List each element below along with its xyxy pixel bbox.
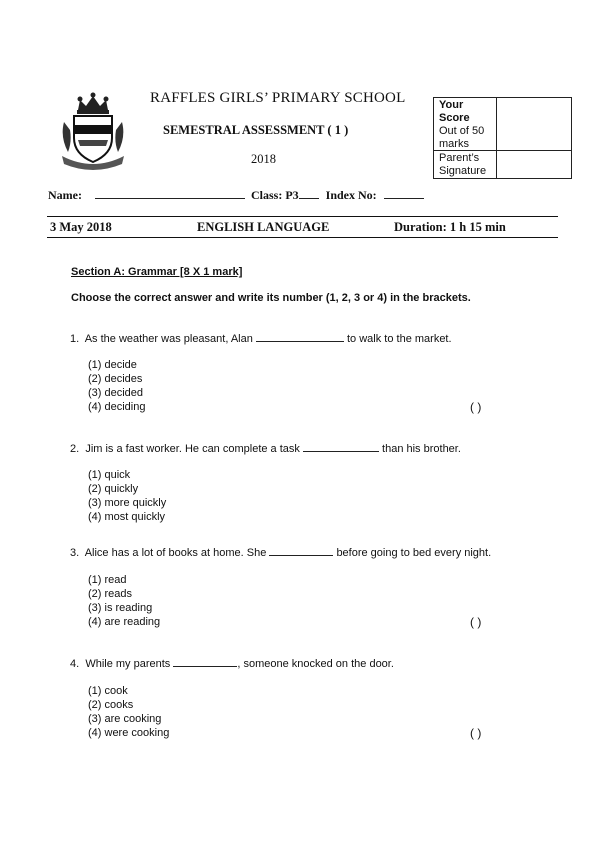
option: (1) quick — [88, 469, 131, 481]
option: (1) cook — [88, 685, 128, 697]
answer-bracket[interactable]: ( ) — [470, 615, 482, 629]
question-text-end: than his brother. — [382, 443, 461, 455]
question-number: 2. — [70, 443, 80, 455]
question-text: Jim is a fast worker. He can complete a task — [85, 443, 300, 455]
option: (4) deciding — [88, 401, 146, 413]
answer-blank — [303, 442, 379, 452]
answer-bracket[interactable]: ( ) — [470, 726, 482, 740]
score-label — [439, 99, 495, 151]
exam-duration: Duration: 1 h 15 min — [394, 220, 506, 234]
answer-blank — [173, 657, 237, 667]
question-2 — [70, 442, 461, 455]
option: (2) reads — [88, 588, 133, 600]
class-field[interactable] — [299, 188, 319, 199]
option: (1) decide — [88, 359, 137, 371]
question-text-end: , someone knocked on the door. — [237, 658, 394, 670]
top-rule — [47, 216, 558, 217]
option: (2) quickly — [88, 483, 139, 495]
section-instruction: Choose the correct answer and write its number (1, 2, 3 or 4) in the brackets. — [71, 292, 471, 304]
school-name: RAFFLES GIRLS’ PRIMARY SCHOOL — [150, 90, 406, 106]
option: (4) were cooking — [88, 727, 170, 739]
answer-blank — [256, 332, 344, 342]
question-number: 1. — [70, 333, 80, 345]
assessment-title: SEMESTRAL ASSESSMENT ( 1 ) — [163, 123, 349, 137]
option: (3) more quickly — [88, 497, 167, 509]
name-label: Name: — [48, 188, 82, 202]
assessment-year: 2018 — [251, 152, 276, 166]
class-label: Class: P3 — [250, 188, 299, 202]
section-title: Section A: Grammar [8 X 1 mark] — [71, 266, 243, 278]
answer-blank — [269, 546, 333, 556]
your-score-label: Your Score — [439, 99, 470, 124]
option: (4) are reading — [88, 616, 161, 628]
question-number: 4. — [70, 658, 80, 670]
index-label: Index No: — [325, 188, 377, 202]
option: (3) is reading — [88, 602, 153, 614]
question-text: As the weather was pleasant, Alan — [84, 333, 253, 345]
score-box — [433, 97, 572, 179]
option: (4) most quickly — [88, 511, 166, 523]
student-info-line — [48, 188, 424, 203]
option: (2) decides — [88, 373, 143, 385]
name-field[interactable] — [95, 188, 245, 199]
exam-info-row — [50, 220, 556, 236]
school-crest-icon — [58, 92, 128, 170]
question-4 — [70, 657, 394, 670]
option: (2) cooks — [88, 699, 134, 711]
question-text-end: before going to bed every night. — [336, 547, 492, 559]
question-text: While my parents — [85, 658, 171, 670]
exam-date: 3 May 2018 — [50, 220, 112, 234]
question-text: Alice has a lot of books at home. She — [84, 547, 267, 559]
exam-subject: ENGLISH LANGUAGE — [197, 220, 330, 234]
option: (3) are cooking — [88, 713, 162, 725]
index-field[interactable] — [384, 188, 424, 199]
bottom-rule — [47, 237, 558, 238]
question-text-end: to walk to the market. — [347, 333, 452, 345]
out-of-label: Out of 50 marks — [439, 125, 485, 150]
option: (1) read — [88, 574, 127, 586]
question-3 — [70, 546, 491, 559]
parents-signature-label: Parent’s Signature — [439, 152, 487, 177]
question-1 — [70, 332, 452, 345]
option: (3) decided — [88, 387, 144, 399]
question-number: 3. — [70, 547, 80, 559]
answer-bracket[interactable]: ( ) — [470, 400, 482, 414]
